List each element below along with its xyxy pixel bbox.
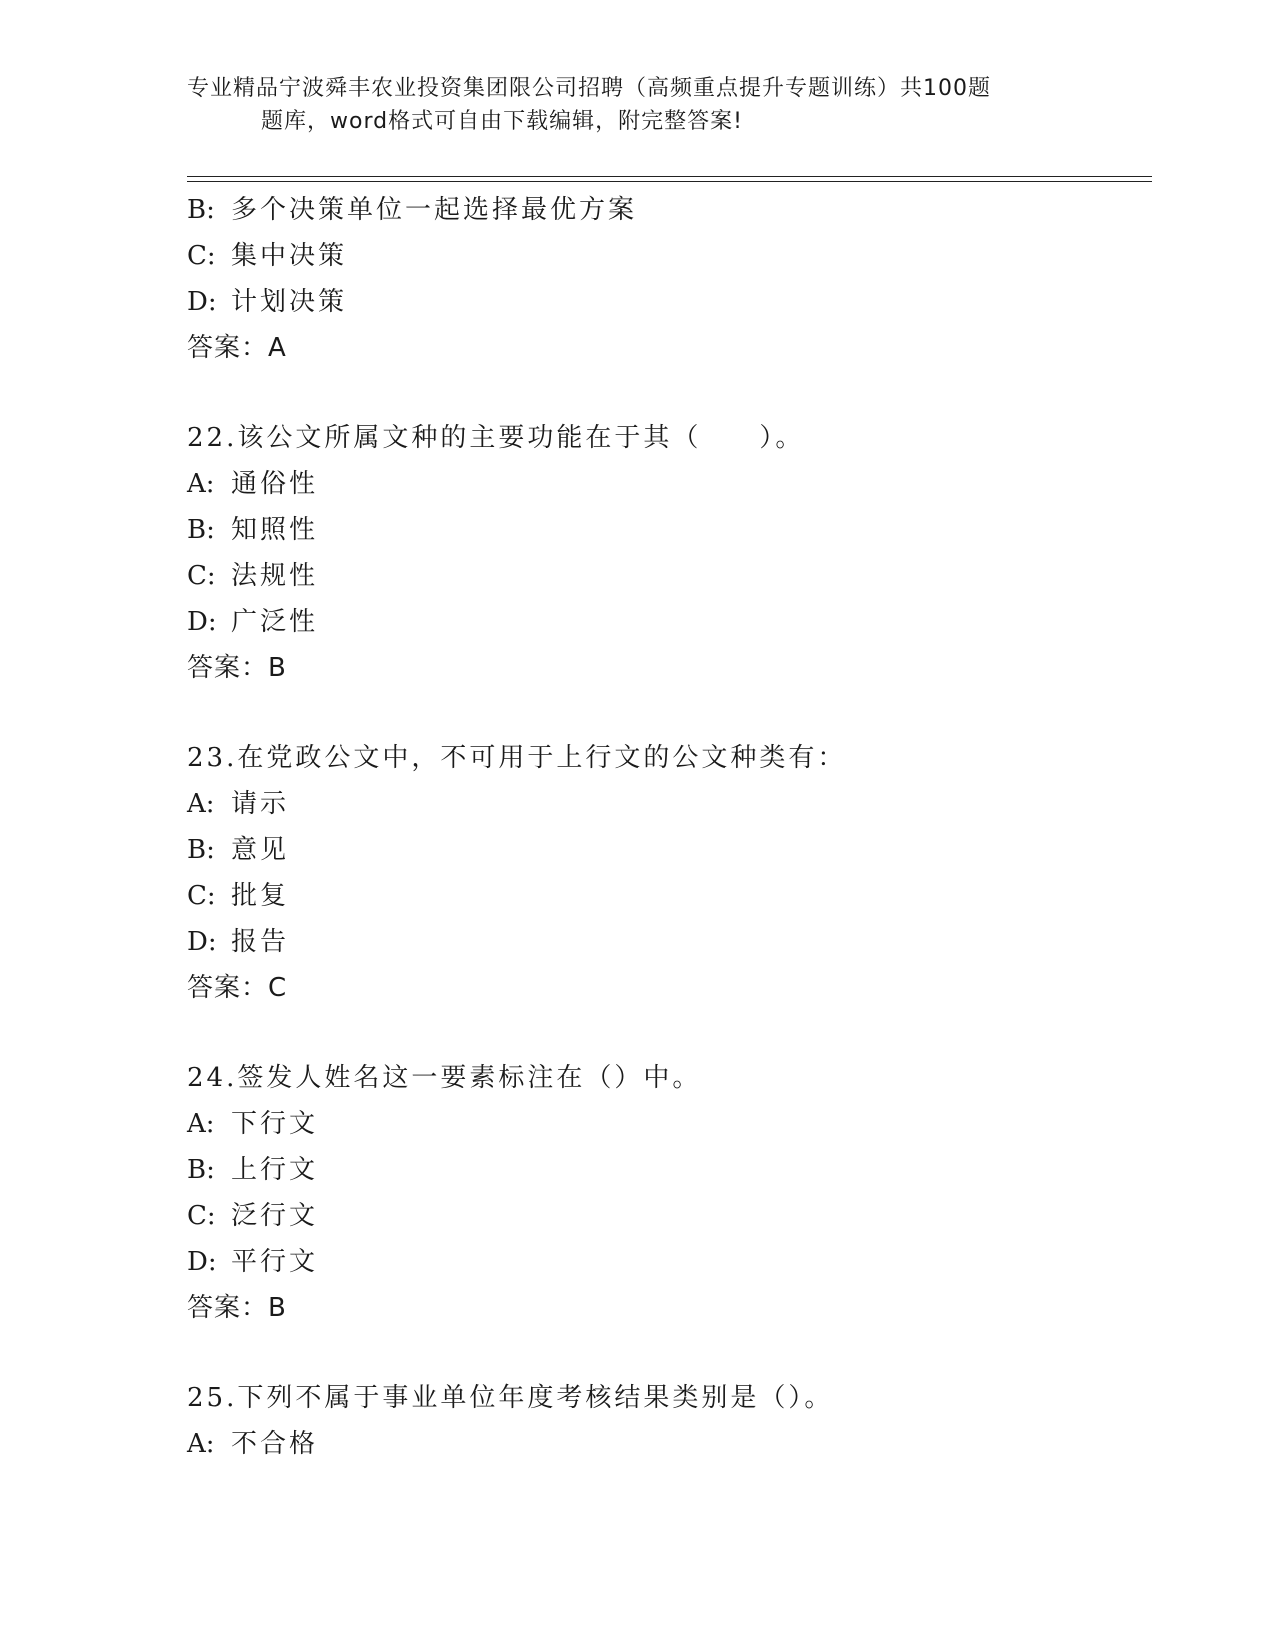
option-row [187, 279, 1147, 325]
question-list [187, 187, 1147, 1467]
option-label: A: [187, 789, 215, 819]
option-row [187, 1421, 1147, 1467]
question-block [187, 1375, 1147, 1467]
option-text: 上行文 [231, 1155, 319, 1185]
question-block [187, 415, 1147, 691]
option-label: B: [187, 515, 215, 545]
option-label: C: [187, 561, 216, 591]
answer-line: 答案：A [187, 333, 287, 363]
option-label: B: [187, 195, 215, 225]
option-text: 泛行文 [231, 1201, 319, 1231]
option-text: 报告 [231, 927, 290, 957]
option-text: 请示 [231, 789, 290, 819]
option-text: 不合格 [231, 1429, 319, 1459]
question-text: 23.在党政公文中，不可用于上行文的公文种类有： [187, 743, 847, 773]
option-text: 下行文 [231, 1109, 319, 1139]
option-row [187, 919, 1147, 965]
option-label: A: [187, 1109, 215, 1139]
option-text: 广泛性 [231, 607, 319, 637]
question-text: 24.签发人姓名这一要素标注在（）中。 [187, 1063, 702, 1093]
option-label: D: [187, 607, 217, 637]
option-text: 意见 [231, 835, 290, 865]
option-row [187, 553, 1147, 599]
option-row [187, 187, 1147, 233]
option-row [187, 1193, 1147, 1239]
option-text: 平行文 [231, 1247, 319, 1277]
option-label: B: [187, 835, 215, 865]
option-row [187, 873, 1147, 919]
option-label: C: [187, 241, 216, 271]
header-title-line-2: 题库，word格式可自由下载编辑，附完整答案! [261, 109, 743, 134]
option-row [187, 1101, 1147, 1147]
question-block [187, 1055, 1147, 1331]
option-text: 计划决策 [231, 287, 348, 317]
question-text: 25.下列不属于事业单位年度考核结果类别是（）。 [187, 1383, 834, 1413]
question-block [187, 187, 1147, 371]
answer-line: 答案：C [187, 973, 288, 1003]
option-row [187, 507, 1147, 553]
option-text: 法规性 [231, 561, 319, 591]
header-divider-bottom [187, 181, 1152, 182]
option-label: A: [187, 469, 215, 499]
question-text: 22.该公文所属文种的主要功能在于其（ ）。 [187, 423, 805, 453]
option-label: D: [187, 1247, 217, 1277]
option-text: 通俗性 [231, 469, 319, 499]
option-label: B: [187, 1155, 215, 1185]
option-label: D: [187, 927, 217, 957]
option-label: C: [187, 881, 216, 911]
option-row [187, 827, 1147, 873]
option-row [187, 1147, 1147, 1193]
answer-line: 答案：B [187, 1293, 287, 1323]
header-divider-top [187, 176, 1152, 177]
option-label: C: [187, 1201, 216, 1231]
answer-line: 答案：B [187, 653, 287, 683]
option-text: 集中决策 [231, 241, 348, 271]
option-row [187, 781, 1147, 827]
option-text: 多个决策单位一起选择最优方案 [231, 195, 638, 225]
option-label: D: [187, 287, 217, 317]
option-row [187, 233, 1147, 279]
option-label: A: [187, 1429, 215, 1459]
header-title-line-1: 专业精品宁波舜丰农业投资集团限公司招聘（高频重点提升专题训练）共100题 [187, 76, 991, 101]
question-block [187, 735, 1147, 1011]
option-row [187, 1239, 1147, 1285]
option-row [187, 599, 1147, 645]
option-text: 批复 [231, 881, 290, 911]
option-row [187, 461, 1147, 507]
document-header [187, 72, 1067, 138]
option-text: 知照性 [231, 515, 319, 545]
